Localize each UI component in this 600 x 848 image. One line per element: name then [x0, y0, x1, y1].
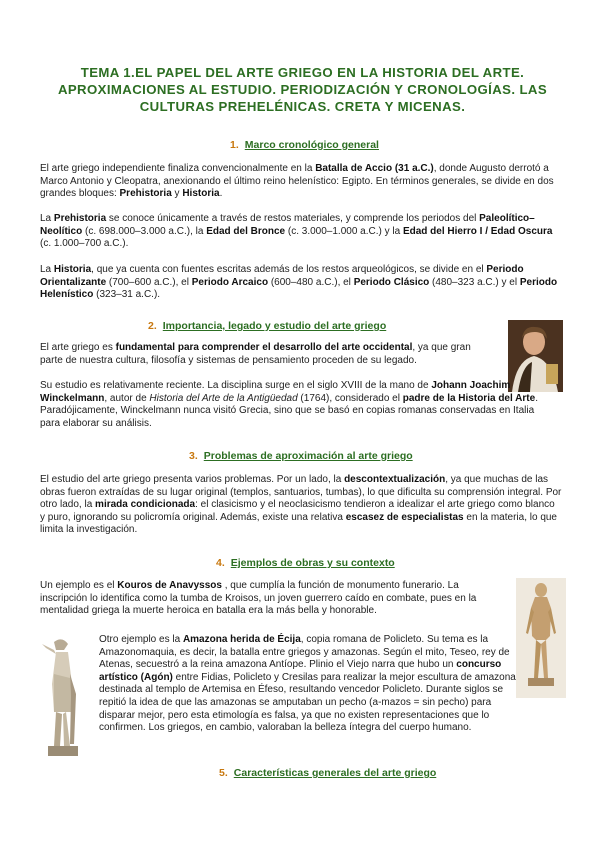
title-line-3: CULTURAS PREHELÉNICAS. CRETA Y MICENAS. — [139, 99, 466, 114]
document-title — [40, 64, 565, 115]
amazona-herida-statue-image — [36, 634, 88, 762]
section-2-paragraph-1: El arte griego es fundamental para comprender el desarrollo del arte occidental, ya que gran parte de nuestra cultura, filosofía y sistemas de pensamiento proceden de su legado. — [40, 342, 471, 366]
title-line-2: APROXIMACIONES AL ESTUDIO. PERIODIZACIÓN Y CRONOLOGÍAS. LAS — [57, 82, 548, 97]
section-3-heading: 3. Problemas de aproximación al arte griego — [189, 450, 413, 462]
section-1-paragraph-2: La Prehistoria se conoce únicamente a través de restos materiales, y comprende los periodos del Paleolítico–Neolítico (c. 698.000–3.000 a.C.), la Edad del Bronce (c. 3.000–1.000 a.C.) y la Edad del Hierro I / Edad Oscura (c. 1.000–700 a.C.). — [40, 213, 553, 250]
section-2-heading: 2. Importancia, legado y estudio del arte griego — [148, 320, 387, 332]
section-1-heading: 1. Marco cronológico general — [230, 139, 379, 151]
section-5-heading: 5. Características generales del arte griego — [219, 767, 437, 779]
section-1-paragraph-3: La Historia, que ya cuenta con fuentes escritas además de los restos arqueológicos, se divide en el Periodo Orientalizante (700–600 a.C.), el Periodo Arcaico (600–480 a.C.), el Periodo Clásico (480–323 a.C.) y el Periodo Helenístico (323–31 a.C.). — [40, 264, 558, 301]
section-4-paragraph-2: Otro ejemplo es la Amazona herida de Écija, copia romana de Policleto. Su tema es la Amazonomaquia, es decir, la batalla entre griegos y amazonas. Según el mito, Teseo, rey de Atenas, secuestró a la reina amazona Antíope. Plinio el Viejo narra que hubo un concurso artístico (Agón) entre Fidias, Policleto y Cresilas para realizar la mejor escultura de amazona destinada al templo de Artemisa en Éfeso, resultando vencedor Policleto. Durante siglos se repitió la idea de que las amazonas se amputaban un pecho (a-mazos = sin pecho) para disparar mejor, pero esta etimología es falsa, ya que no existen representaciones que lo confirmen. Los griegos, en cambio, valoraban la belleza íntegra del cuerpo humano. — [99, 634, 516, 734]
section-4-heading: 4. Ejemplos de obras y su contexto — [216, 557, 395, 569]
section-1-paragraph-1: El arte griego independiente finaliza convencionalmente en la Batalla de Accio (31 a.C.), donde Augusto derrotó a Marco Antonio y Cleopatra, anexionando el último reino helenístico: Egipto. En términos generales, se divide en dos grandes bloques: Prehistoria y Historia. — [40, 163, 554, 200]
title-line-1: TEMA 1.EL PAPEL DEL ARTE GRIEGO EN LA HISTORIA DEL ARTE. — [80, 65, 525, 80]
section-4-paragraph-1: Un ejemplo es el Kouros de Anavyssos , que cumplía la función de monumento funerario. La inscripción lo identifica como la tumba de Kroisos, un joven guerrero caído en combate, pues en la mentalidad griega la muerte heroica en batalla era la más bella y honorable. — [40, 580, 477, 617]
section-3-paragraph-1: El estudio del arte griego presenta varios problemas. Por un lado, la descontextualización, ya que muchas de las obras fueron extraídas de su lugar original (templos, santuarios, tumbas), lo que dificulta su comprensión integral. Por otro lado, la mirada condicionada: el clasicismo y el neoclasicismo tendieron a idealizar el arte griego como blanco y puro, ignorando su policromía original. Además, existe una relativa escasez de especialistas en la materia, lo que limita la investigación. — [40, 474, 562, 536]
section-2-paragraph-2: Su estudio es relativamente reciente. La disciplina surge en el siglo XVIII de la mano de Johann Joachim Winckelmann, autor de Historia del Arte de la Antigüedad (1764), considerado el padre de la Historia del Arte. Paradójicamente, Winckelmann nunca visitó Grecia, sino que se basó en copias romanas conservadas en Italia para elaborar su análisis. — [40, 380, 538, 429]
